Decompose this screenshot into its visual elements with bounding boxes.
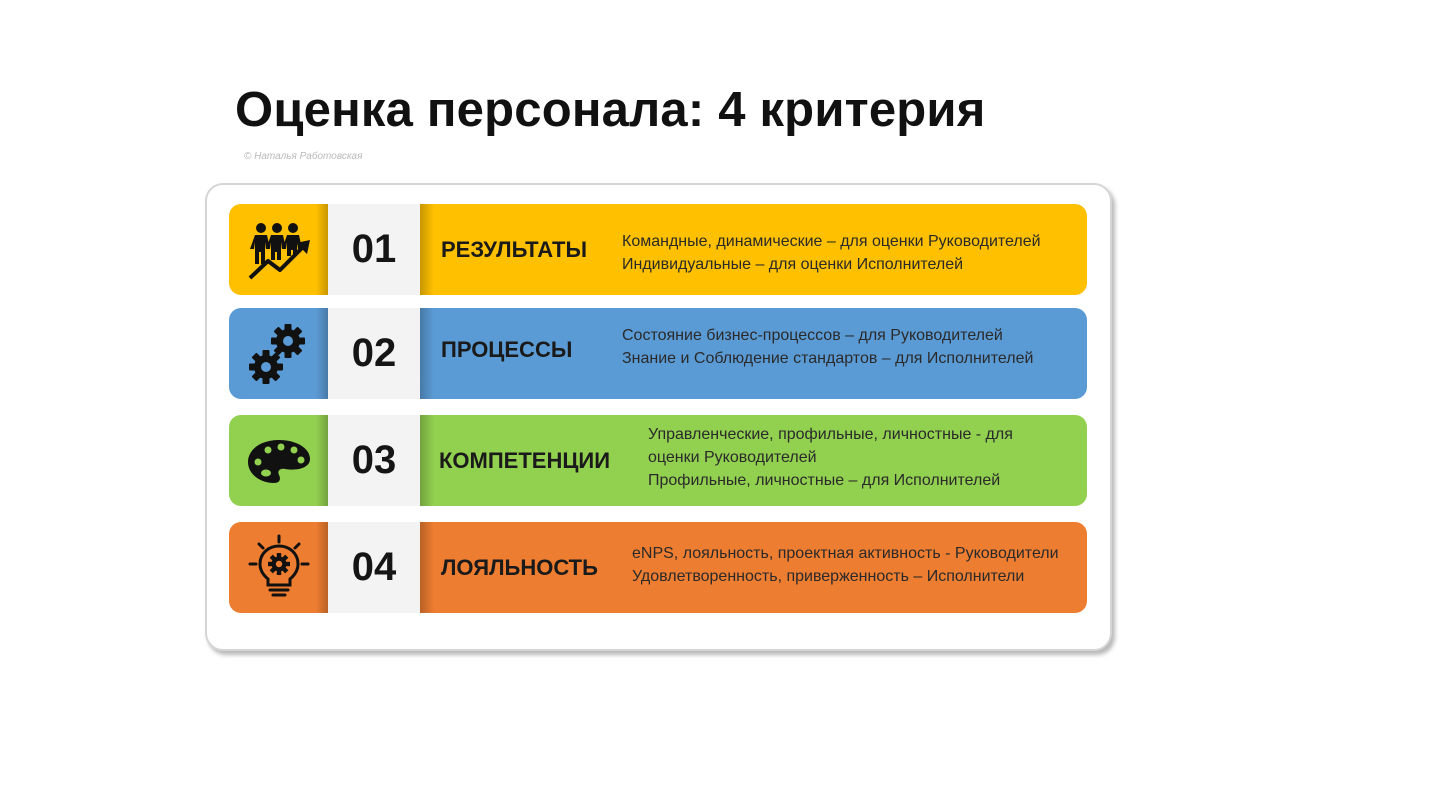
description-line: Индивидуальные – для оценки Исполнителей [622,256,964,273]
gears-icon [244,319,314,389]
criterion-row-competencies [229,415,1087,506]
description-line: eNPS, лояльность, проектная активность - Руководители [632,545,1059,562]
page-title: Оценка персонала: 4 критерия [235,83,986,137]
description-line: Командные, динамические – для оценки Руководителей [622,233,1041,250]
description-line: оценки Руководителей [648,449,817,466]
icon-cell [229,415,328,506]
icon-cell [229,204,328,295]
criterion-description [622,230,1041,276]
criterion-label: РЕЗУЛЬТАТЫ [441,236,587,262]
people-growth-icon [244,215,314,285]
description-line: Профильные, личностные – для Исполнителей [648,472,1001,489]
criterion-number: 04 [328,522,420,613]
criterion-description [648,423,1013,492]
icon-cell [229,308,328,399]
criterion-label: ЛОЯЛЬНОСТЬ [441,554,598,580]
palette-icon [244,426,314,496]
description-line: Удовлетворенность, приверженность – Исполнители [632,568,1025,585]
criterion-number: 02 [328,308,420,399]
criterion-label: КОМПЕТЕНЦИИ [439,447,611,473]
description-line: Управленческие, профильные, личностные - для [648,426,1013,443]
criterion-number: 03 [328,415,420,506]
criterion-number: 01 [328,204,420,295]
criterion-label: ПРОЦЕССЫ [441,336,573,362]
description-line: Знание и Соблюдение стандартов – для Исполнителей [622,350,1034,367]
lightbulb-gear-icon [244,533,314,603]
criterion-row-processes [229,308,1087,399]
criterion-description [622,324,1033,370]
criterion-row-loyalty [229,522,1087,613]
icon-cell [229,522,328,613]
criterion-description [632,542,1059,588]
criterion-row-results [229,204,1087,295]
description-line: Состояние бизнес-процессов – для Руководителей [622,327,1003,344]
copyright-note: © Наталья Работовская [244,151,363,162]
